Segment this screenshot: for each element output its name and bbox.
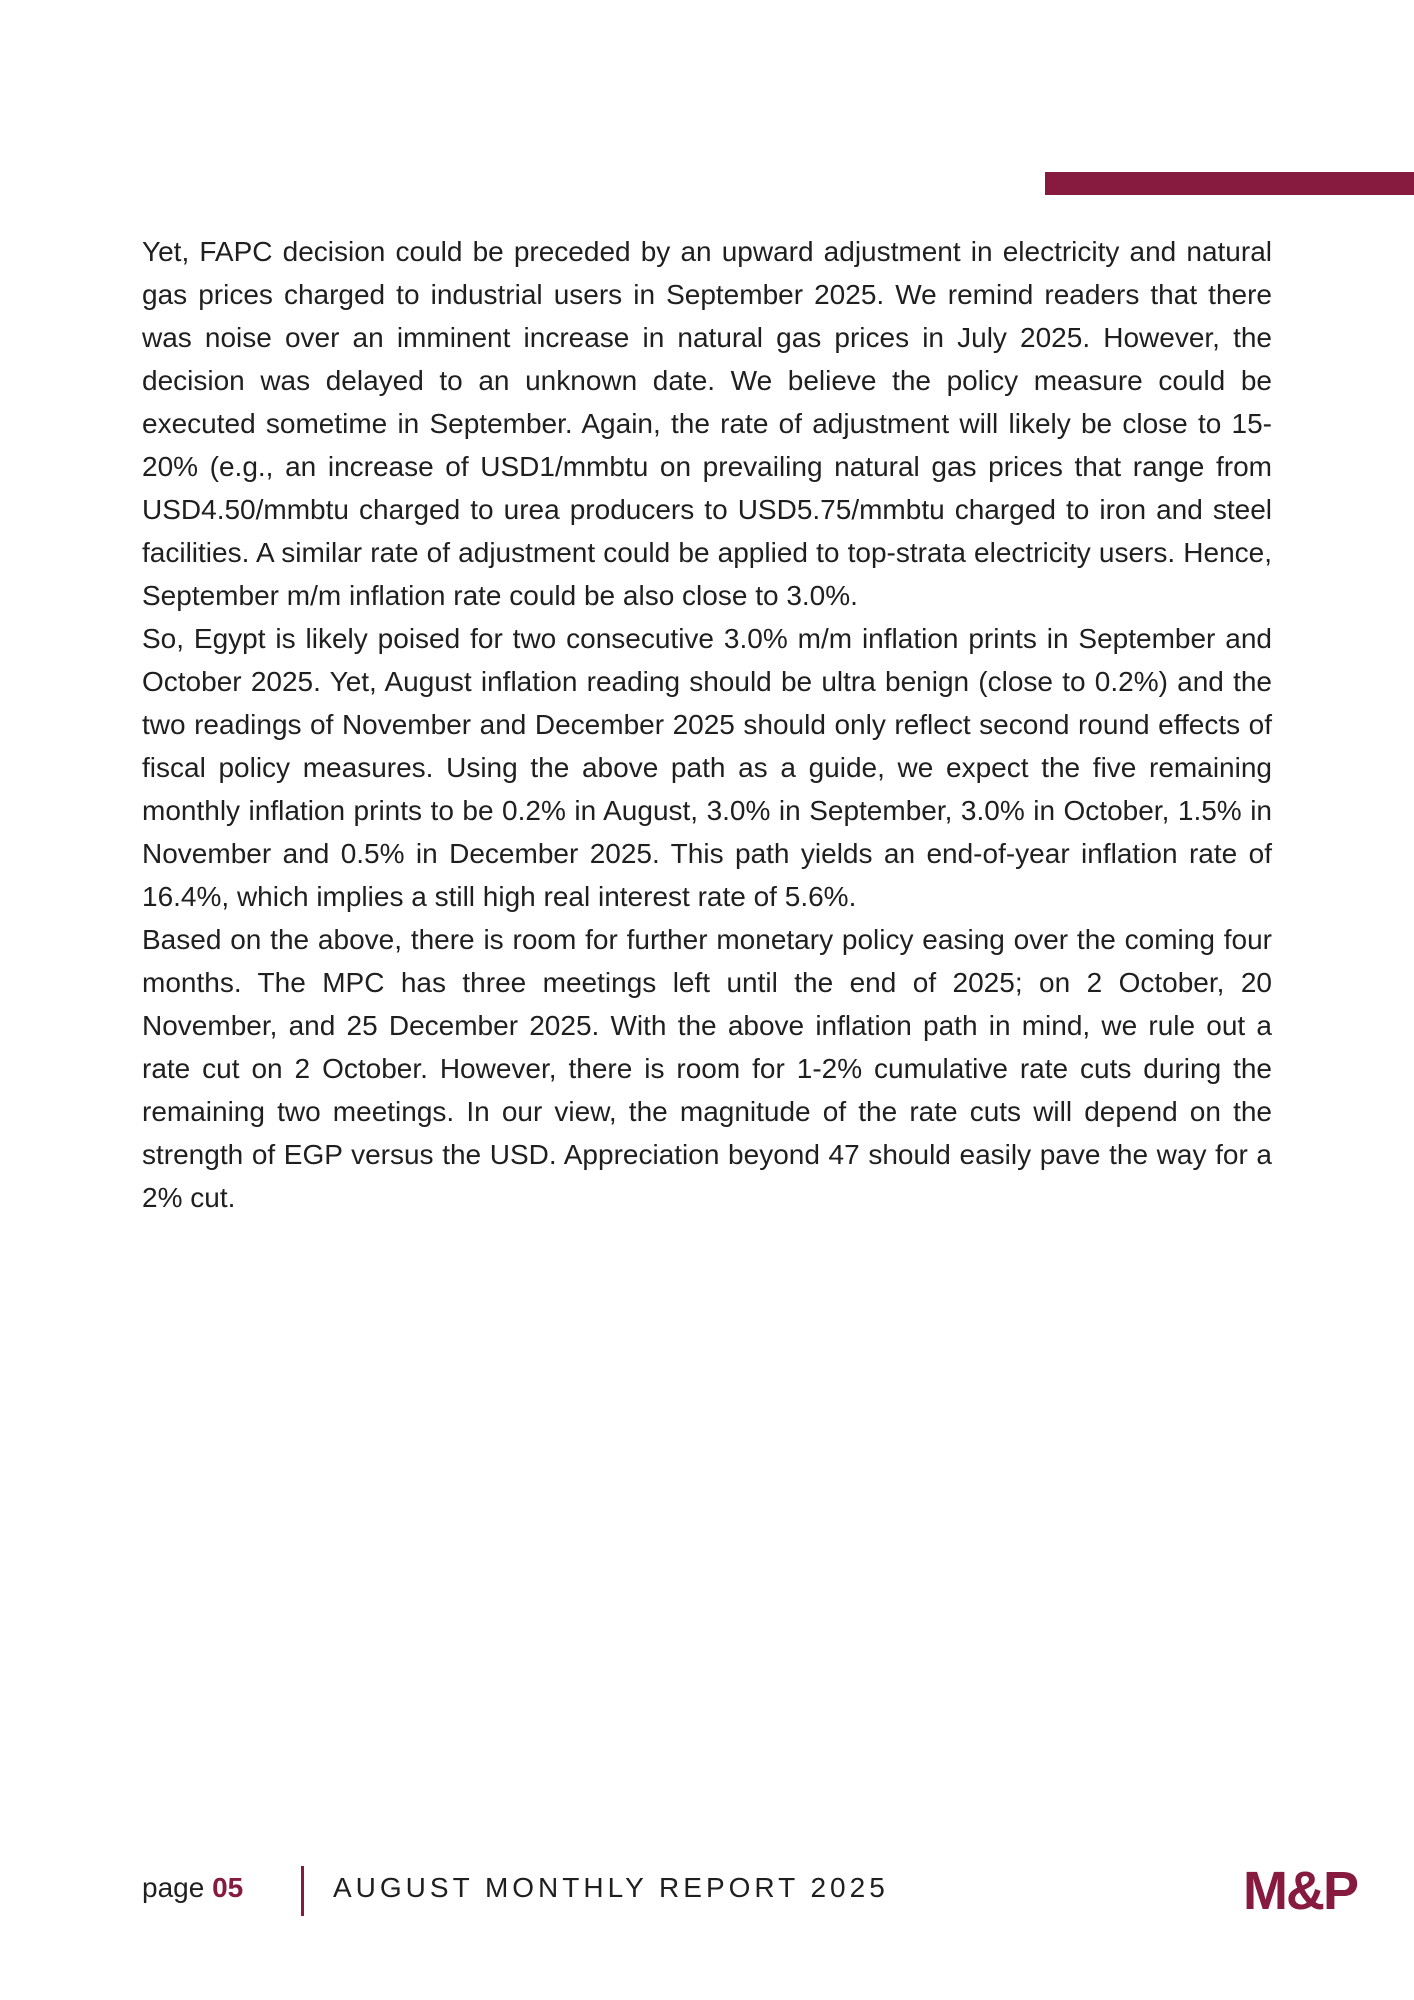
page-number: 05: [212, 1872, 244, 1903]
body-text: [142, 230, 1272, 1219]
page-indicator: [142, 1872, 243, 1904]
paragraph-3: Based on the above, there is room for further monetary policy easing over the coming four months. The MPC has three meetings left until the end of 2025; on 2 October, 20 November, and 25 December 2025. With the above inflation path in mind, we rule out a rate cut on 2 October. However, there is room for 1-2% cumulative rate cuts during the remaining two meetings. In our view, the magnitude of the rate cuts will depend on the strength of EGP versus the USD. Appreciation beyond 47 should easily pave the way for a 2% cut.: [142, 924, 1272, 1213]
top-accent-bar: [1045, 172, 1414, 195]
company-logo: M&P: [1243, 1861, 1357, 1921]
paragraph-1: Yet, FAPC decision could be preceded by an upward adjustment in electricity and natural gas prices charged to industrial users in September 2025. We remind readers that there was noise over an imminent increase in natural gas prices in July 2025. However, the decision was delayed to an unknown date. We believe the policy measure could be executed sometime in September. Again, the rate of adjustment will likely be close to 15-20% (e.g., an increase of USD1/mmbtu on prevailing natural gas prices that range from USD4.50/mmbtu charged to urea producers to USD5.75/mmbtu charged to iron and steel facilities. A similar rate of adjustment could be applied to top-strata electricity users. Hence, September m/m inflation rate could be also close to 3.0%.: [142, 236, 1272, 611]
report-title: AUGUST MONTHLY REPORT 2025: [333, 1872, 889, 1903]
page-label: page: [142, 1872, 205, 1903]
footer-divider: [301, 1866, 304, 1916]
paragraph-2: So, Egypt is likely poised for two consecutive 3.0% m/m inflation prints in September and October 2025. Yet, August inflation reading should be ultra benign (close to 0.2%) and the two readings of November and December 2025 should only reflect second round effects of fiscal policy measures. Using the above path as a guide, we expect the five remaining monthly inflation prints to be 0.2% in August, 3.0% in September, 3.0% in October, 1.5% in November and 0.5% in December 2025. This path yields an end-of-year inflation rate of 16.4%, which implies a still high real interest rate of 5.6%.: [142, 623, 1272, 912]
page-footer: [142, 1862, 1357, 1922]
